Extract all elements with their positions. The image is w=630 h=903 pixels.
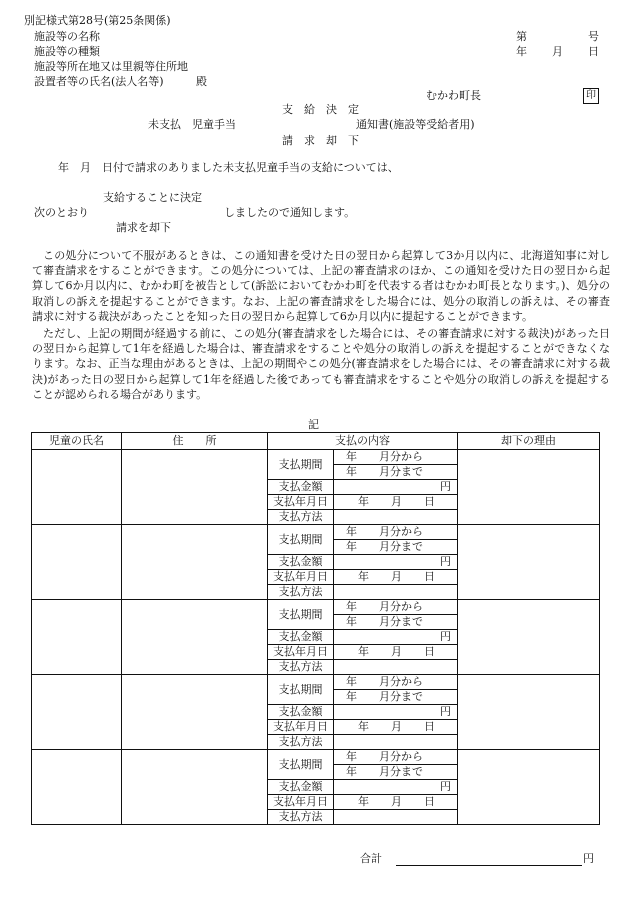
method-label: 支払方法 [268, 585, 334, 600]
child-name-cell[interactable] [32, 525, 122, 600]
date-cell[interactable]: 年 月 日 [334, 720, 458, 735]
payment-table [31, 432, 600, 825]
header-child-name: 児童の氏名 [32, 433, 122, 450]
address-cell[interactable] [122, 750, 268, 825]
table-header-row [32, 433, 600, 450]
date-cell[interactable]: 年 月 日 [334, 495, 458, 510]
intro-line: 年 月 日付で請求のありました未支払児童手当の支給については、 [58, 161, 399, 174]
table-row [32, 750, 600, 765]
method-cell[interactable] [334, 735, 458, 750]
period-label: 支払期間 [268, 450, 334, 480]
facility-address-label: 施設等所在地又は里親等住所地 [34, 60, 188, 73]
number-suffix: 号 [588, 30, 599, 43]
date-cell[interactable]: 年 月 日 [334, 795, 458, 810]
period-from-cell[interactable]: 年 月分から [334, 675, 458, 690]
address-cell[interactable] [122, 600, 268, 675]
intro-option-reject: 請求を却下 [116, 221, 171, 234]
title-decision-reject: 請 求 却 下 [282, 134, 359, 147]
table-row [32, 525, 600, 540]
intro-prefix: 次のとおり [34, 206, 89, 219]
period-label: 支払期間 [268, 750, 334, 780]
method-cell[interactable] [334, 810, 458, 825]
method-label: 支払方法 [268, 510, 334, 525]
method-cell[interactable] [334, 585, 458, 600]
period-from-cell[interactable]: 年 月分から [334, 750, 458, 765]
period-label: 支払期間 [268, 525, 334, 555]
amount-label: 支払金額 [268, 630, 334, 645]
notice-paragraph-1: この処分について不服があるときは、この通知書を受けた日の翌日から起算して3か月以内に、北海道知事に対して審査請求をすることができます。この処分については、上記の審査請求のほか、この通知を受けた日の翌日から起算して6か月以内に、むかわ町を被告として(訴訟においてむかわ町を代表する者はむかわ町長となります。)、処分の取消しの訴えを提起することができます。なお、上記の審査請求をした場合には、処分の取消しの訴えは、その審査請求に対する裁決があったことを知った日の翌日から起算して6か月以内に提起することができます。 [32, 249, 610, 323]
intro-option-pay: 支給することに決定 [103, 191, 202, 204]
total-amount-line[interactable] [396, 865, 582, 866]
amount-cell[interactable]: 円 [334, 630, 458, 645]
address-cell[interactable] [122, 450, 268, 525]
period-from-cell[interactable]: 年 月分から [334, 525, 458, 540]
table-row [32, 600, 600, 615]
issuer-name: むかわ町長 [426, 89, 481, 102]
amount-cell[interactable]: 円 [334, 780, 458, 795]
date-label: 支払年月日 [268, 720, 334, 735]
period-label: 支払期間 [268, 600, 334, 630]
amount-cell[interactable]: 円 [334, 480, 458, 495]
period-to-cell[interactable]: 年 月分まで [334, 690, 458, 705]
method-label: 支払方法 [268, 660, 334, 675]
amount-label: 支払金額 [268, 480, 334, 495]
title-left: 未支払 児童手当 [148, 118, 236, 131]
period-to-cell[interactable]: 年 月分まで [334, 765, 458, 780]
seal-stamp: 印 [583, 88, 599, 104]
total-yen: 円 [583, 852, 594, 865]
date-label: 支払年月日 [268, 495, 334, 510]
title-right: 通知書(施設等受給者用) [356, 118, 475, 131]
address-cell[interactable] [122, 525, 268, 600]
amount-cell[interactable]: 円 [334, 555, 458, 570]
child-name-cell[interactable] [32, 675, 122, 750]
intro-suffix: しましたので通知します。 [224, 206, 356, 219]
rejection-reason-cell[interactable] [458, 525, 600, 600]
method-cell[interactable] [334, 660, 458, 675]
date-cell[interactable]: 年 月 日 [334, 570, 458, 585]
table-caption: 記 [308, 418, 319, 431]
amount-cell[interactable]: 円 [334, 705, 458, 720]
rejection-reason-cell[interactable] [458, 750, 600, 825]
honorific: 殿 [196, 75, 207, 88]
period-from-cell[interactable]: 年 月分から [334, 600, 458, 615]
number-prefix: 第 [516, 30, 527, 43]
period-label: 支払期間 [268, 675, 334, 705]
date-cell[interactable]: 年 月 日 [334, 645, 458, 660]
date-day-label: 日 [588, 45, 599, 58]
address-cell[interactable] [122, 675, 268, 750]
date-label: 支払年月日 [268, 570, 334, 585]
header-payment-details: 支払の内容 [268, 433, 458, 450]
notice-paragraph-2: ただし、上記の期間が経過する前に、この処分(審査請求をした場合には、その審査請求に対する裁決)があった日の翌日から起算して1年を経過した場合は、審査請求をすることや処分の取消しの訴えを提起することができなくなります。なお、正当な理由があるときは、上記の期間やこの処分(審査請求をした場合には、その審査請求に対する裁決)があった日の翌日から起算して1年を経過した後であっても審査請求をすることや処分の取消しの訴えを提起することが認められる場合があります。 [32, 327, 610, 401]
table-row [32, 450, 600, 465]
child-name-cell[interactable] [32, 750, 122, 825]
rejection-reason-cell[interactable] [458, 675, 600, 750]
rejection-reason-cell[interactable] [458, 450, 600, 525]
date-month-label: 月 [552, 45, 563, 58]
period-from-cell[interactable]: 年 月分から [334, 450, 458, 465]
amount-label: 支払金額 [268, 705, 334, 720]
facility-type-label: 施設等の種類 [34, 45, 100, 58]
period-to-cell[interactable]: 年 月分まで [334, 465, 458, 480]
header-rejection-reason: 却下の理由 [458, 433, 600, 450]
date-label: 支払年月日 [268, 645, 334, 660]
title-decision-pay: 支 給 決 定 [282, 103, 359, 116]
child-name-cell[interactable] [32, 450, 122, 525]
date-label: 支払年月日 [268, 795, 334, 810]
table-body [32, 450, 600, 825]
facility-name-label: 施設等の名称 [34, 30, 100, 43]
header-address: 住 所 [122, 433, 268, 450]
table-row [32, 675, 600, 690]
period-to-cell[interactable]: 年 月分まで [334, 615, 458, 630]
child-name-cell[interactable] [32, 600, 122, 675]
method-label: 支払方法 [268, 810, 334, 825]
date-year-label: 年 [516, 45, 527, 58]
total-label: 合計 [360, 852, 382, 865]
method-cell[interactable] [334, 510, 458, 525]
founder-name-label: 設置者等の氏名(法人名等) [34, 75, 164, 88]
amount-label: 支払金額 [268, 555, 334, 570]
amount-label: 支払金額 [268, 780, 334, 795]
form-number: 別記様式第28号(第25条関係) [24, 14, 171, 27]
method-label: 支払方法 [268, 735, 334, 750]
rejection-reason-cell[interactable] [458, 600, 600, 675]
period-to-cell[interactable]: 年 月分まで [334, 540, 458, 555]
